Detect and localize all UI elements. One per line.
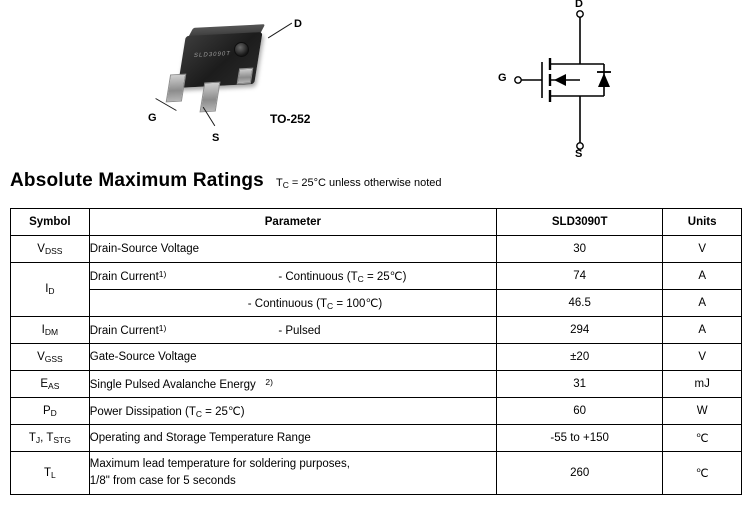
row-parameter-idm: [89, 317, 496, 344]
row-symbol-tj-tstg: $T_J$, $T_{STG}$: [11, 425, 90, 452]
package-lead-gate: [166, 74, 187, 103]
header-parameter: Parameter: [89, 209, 496, 236]
symbol-base: I: [45, 283, 49, 295]
mosfet-schematic-symbol: [470, 0, 670, 160]
row-symbol-tl: [11, 452, 90, 495]
note-symbol-sub: C: [282, 180, 289, 190]
package-pin-label-drain: D: [294, 18, 302, 30]
row-unit-eas: mJ: [663, 371, 742, 398]
symbol-base: E: [40, 377, 49, 390]
illustration-area: [0, 0, 752, 160]
row-value-eas: 31: [497, 371, 663, 398]
parameter-text: Single Pulsed Avalanche Energy: [89, 379, 256, 391]
row-value-tl: 260: [497, 452, 663, 495]
row-symbol-vdss: [11, 236, 90, 263]
row-unit-id-25c: A: [663, 263, 742, 290]
symbol-base: V: [37, 242, 45, 255]
package-marking: SLD3090T: [193, 51, 232, 59]
package-lead-drain: [237, 68, 254, 85]
footnote-marker: 2): [265, 377, 273, 387]
row-value-id-25c: 74: [497, 263, 663, 290]
parameter-text: Drain Current: [89, 270, 159, 283]
table-row: [11, 317, 742, 344]
row-unit-pd: W: [663, 398, 742, 425]
section-condition-note: [276, 177, 442, 192]
row-value-idm: 294: [497, 317, 663, 344]
footnote-marker: 1): [158, 323, 167, 333]
row-unit-id-100c: A: [663, 290, 742, 317]
schematic-label-drain: D: [575, 0, 583, 10]
row-parameter-vgss: Gate-Source Voltage: [89, 344, 496, 371]
section-title: Absolute Maximum Ratings: [10, 170, 264, 191]
leader-line-drain: [268, 23, 292, 39]
section-heading: [10, 170, 442, 192]
header-units: Units: [663, 209, 742, 236]
symbol-sub: DSS: [44, 245, 63, 256]
note-text: = 25°C unless otherwise noted: [288, 177, 442, 189]
row-parameter-tl: [89, 452, 496, 495]
row-value-vdss: 30: [497, 236, 663, 263]
row-value-pd: 60: [497, 398, 663, 425]
row-symbol-id: [11, 263, 90, 317]
table-row: [11, 236, 742, 263]
row-parameter-id-100c: - Continuous ($T_C$ = 100℃): [89, 290, 496, 317]
package-mounting-hole: [234, 42, 249, 57]
absolute-maximum-ratings-table: [10, 208, 742, 495]
row-value-vgss: ±20: [497, 344, 663, 371]
parameter-tail: - Pulsed: [278, 325, 321, 337]
schematic-label-gate: G: [498, 72, 507, 84]
package-type-label: TO-252: [270, 112, 311, 126]
row-parameter-id-25c: Drain Current$^{1)}$ - Continuous ($T_C$ = 25℃): [89, 263, 496, 290]
row-symbol-vgss: [11, 344, 90, 371]
symbol-sub: D: [48, 286, 55, 296]
header-symbol: Symbol: [11, 209, 90, 236]
row-parameter-tl-line2: 1/8" from case for 5 seconds: [89, 475, 236, 487]
package-pin-label-source: S: [212, 132, 220, 144]
symbol-base: T: [28, 431, 36, 444]
table-row: [11, 290, 742, 317]
table-row: [11, 263, 742, 290]
symbol-base: P: [42, 404, 51, 417]
table-row: [11, 398, 742, 425]
symbol-sub: DM: [44, 326, 59, 337]
symbol-sub: GSS: [44, 353, 63, 364]
row-unit-tl: ℃: [663, 452, 742, 495]
row-unit-vdss: V: [663, 236, 742, 263]
row-unit-vgss: V: [663, 344, 742, 371]
symbol-sub: AS: [48, 380, 60, 391]
row-parameter-eas: [89, 371, 496, 398]
symbol-base: T: [43, 466, 52, 479]
schematic-label-source: S: [575, 148, 583, 160]
row-value-id-100c: 46.5: [497, 290, 663, 317]
package-pin-label-gate: G: [148, 112, 157, 124]
row-parameter-vdss: Drain-Source Voltage: [89, 236, 496, 263]
row-parameter-tj-tstg: Operating and Storage Temperature Range: [89, 425, 496, 452]
symbol-sub: L: [51, 469, 56, 480]
table-row: [11, 344, 742, 371]
symbol-sub: J: [35, 434, 41, 445]
row-parameter-pd: Power Dissipation ($T_C$ = 25℃): [89, 398, 496, 425]
symbol-sub-2: STG: [53, 434, 71, 445]
table-header-row: [11, 209, 742, 236]
row-symbol-eas: [11, 371, 90, 398]
row-unit-idm: A: [663, 317, 742, 344]
parameter-text: Drain Current: [89, 325, 159, 337]
row-symbol-idm: [11, 317, 90, 344]
table-row: [11, 425, 742, 452]
symbol-base-2: T: [46, 431, 54, 444]
row-symbol-pd: [11, 398, 90, 425]
table-row: [11, 371, 742, 398]
row-value-tj-tstg: -55 to +150: [497, 425, 663, 452]
note-symbol: T: [275, 177, 283, 189]
row-unit-tj-tstg: ℃: [663, 425, 742, 452]
table-row: [11, 452, 742, 495]
symbol-sub: D: [50, 407, 57, 418]
footnote-marker: 1): [158, 268, 167, 279]
symbol-base: I: [41, 323, 45, 336]
header-part-number: SLD3090T: [497, 209, 663, 236]
symbol-base: V: [37, 350, 45, 363]
row-parameter-tl-line1: Maximum lead temperature for soldering purposes,: [89, 458, 350, 471]
package-drawing: [150, 12, 370, 152]
